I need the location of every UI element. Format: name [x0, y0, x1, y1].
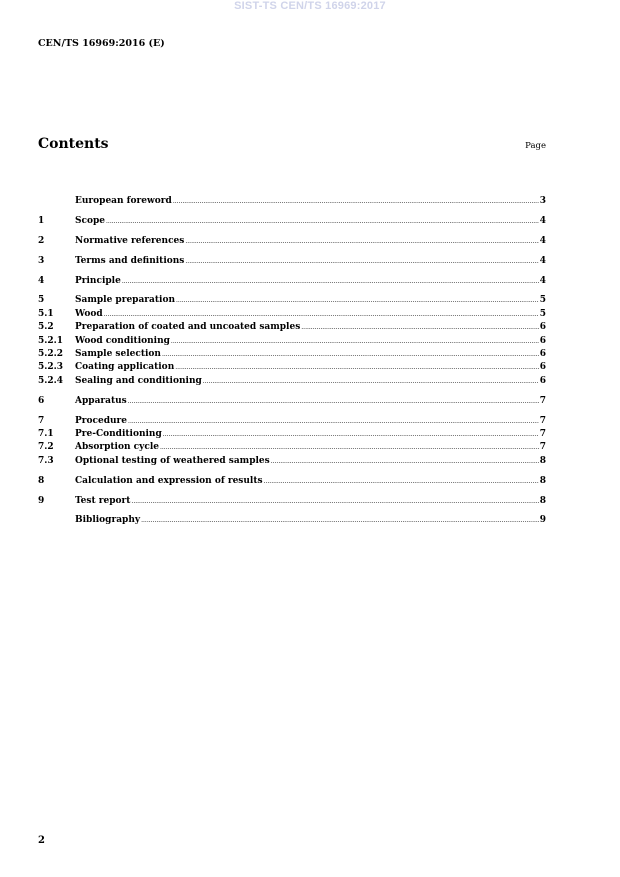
toc-entry-page: 6: [539, 362, 546, 373]
toc-entry-title[interactable]: European foreword: [75, 196, 172, 206]
toc-entry-page: 7: [539, 442, 546, 453]
page-number: 2: [38, 835, 45, 846]
toc-entry-title[interactable]: Wood conditioning: [75, 335, 170, 346]
toc-entry-page: 6: [539, 349, 546, 360]
toc-entry-page: 7: [539, 415, 546, 426]
watermark: SIST-TS CEN/TS 16969:2017: [234, 0, 386, 12]
toc-entry-number: 2: [38, 235, 45, 246]
toc-dot-leader: [122, 275, 539, 288]
toc-entry-page: 9: [539, 515, 546, 526]
toc-entry[interactable]: [38, 348, 546, 361]
toc-entry-title[interactable]: Principle: [75, 275, 121, 286]
toc-entry-title[interactable]: Apparatus: [75, 395, 127, 406]
toc-entry-number: 7.3: [38, 455, 54, 466]
toc-entry[interactable]: [38, 361, 546, 374]
toc-entry-page: 4: [539, 255, 546, 266]
toc-entry-title[interactable]: Scope: [75, 215, 106, 226]
toc-entry-number: 5: [38, 295, 45, 306]
toc-entry-page: 6: [539, 375, 546, 386]
toc-entry-number: 1: [38, 215, 45, 226]
toc-entry-number: 5.2.2: [38, 349, 64, 360]
toc-entry[interactable]: [38, 428, 546, 441]
toc-dot-leader: [175, 361, 539, 374]
toc-entry[interactable]: [38, 415, 546, 428]
toc-entry-title[interactable]: Coating application: [75, 362, 175, 373]
table-of-contents: [38, 195, 546, 528]
toc-entry-page: 8: [539, 495, 546, 506]
toc-dot-leader: [128, 395, 539, 408]
toc-entry-number: 6: [38, 395, 45, 406]
toc-dot-leader: [185, 235, 538, 248]
toc-entry-page: 6: [539, 322, 546, 333]
toc-entry-number: 5.2.1: [38, 335, 64, 346]
toc-entry-title[interactable]: Optional testing of weathered samples: [75, 455, 270, 466]
toc-entry-page: 8: [539, 475, 546, 486]
toc-entry-title[interactable]: Pre-Conditioning: [75, 428, 162, 439]
toc-entry[interactable]: [38, 514, 546, 527]
toc-entry-title[interactable]: Preparation of coated and uncoated samples: [75, 322, 301, 333]
toc-dot-leader: [264, 475, 539, 488]
toc-entry-page: 4: [539, 215, 546, 226]
toc-dot-leader: [162, 348, 539, 361]
toc-dot-leader: [131, 495, 538, 508]
toc-entry-number: 4: [38, 275, 45, 286]
toc-dot-leader: [160, 441, 539, 454]
toc-entry-page: 4: [539, 275, 546, 286]
toc-entry-number: 9: [38, 495, 45, 506]
toc-entry-number: 5.2: [38, 322, 54, 333]
toc-entry-title[interactable]: Test report: [75, 495, 131, 506]
toc-entry[interactable]: [38, 195, 546, 208]
toc-dot-leader: [176, 294, 539, 307]
toc-dot-leader: [301, 321, 538, 334]
toc-entry[interactable]: [38, 294, 546, 307]
toc-entry-page: 7: [539, 428, 546, 439]
toc-entry[interactable]: [38, 335, 546, 348]
toc-entry-title[interactable]: Absorption cycle: [75, 442, 159, 453]
toc-entry[interactable]: [38, 395, 546, 408]
toc-entry[interactable]: [38, 441, 546, 454]
toc-entry[interactable]: [38, 215, 546, 228]
page-title: Contents: [38, 136, 109, 152]
toc-entry-number: 7: [38, 415, 45, 426]
toc-dot-leader: [104, 308, 539, 321]
toc-entry-title[interactable]: Bibliography: [75, 515, 141, 526]
toc-entry-page: 5: [539, 308, 546, 319]
toc-entry-number: 5.2.4: [38, 375, 64, 386]
toc-entry-title[interactable]: Sample preparation: [75, 295, 176, 306]
toc-entry-page: 8: [539, 455, 546, 466]
toc-entry-page: 4: [539, 235, 546, 246]
toc-entry[interactable]: [38, 475, 546, 488]
toc-entry-page: 3: [539, 196, 546, 206]
toc-entry[interactable]: [38, 375, 546, 388]
toc-dot-leader: [203, 375, 539, 388]
toc-entry-title[interactable]: Sample selection: [75, 349, 161, 360]
toc-entry-number: 5.1: [38, 308, 54, 319]
toc-dot-leader: [185, 255, 538, 268]
toc-entry[interactable]: [38, 235, 546, 248]
toc-entry-page: 6: [539, 335, 546, 346]
toc-entry-title[interactable]: Procedure: [75, 415, 128, 426]
toc-entry-number: 7.1: [38, 428, 54, 439]
toc-entry-page: 5: [539, 295, 546, 306]
toc-dot-leader: [163, 428, 539, 441]
toc-dot-leader: [128, 415, 539, 428]
toc-entry-title[interactable]: Calculation and expression of results: [75, 475, 263, 486]
toc-entry[interactable]: [38, 321, 546, 334]
toc-dot-leader: [173, 195, 539, 208]
toc-entry-title[interactable]: Wood: [75, 308, 103, 319]
toc-dot-leader: [171, 335, 539, 348]
toc-entry-number: 8: [38, 475, 45, 486]
toc-entry-number: 3: [38, 255, 45, 266]
toc-entry-number: 7.2: [38, 442, 54, 453]
toc-dot-leader: [106, 215, 539, 228]
toc-entry[interactable]: [38, 308, 546, 321]
toc-entry[interactable]: [38, 255, 546, 268]
toc-entry-title[interactable]: Sealing and conditioning: [75, 375, 202, 386]
page-column-label: Page: [525, 141, 546, 151]
toc-entry-page: 7: [539, 395, 546, 406]
toc-entry[interactable]: [38, 455, 546, 468]
toc-entry[interactable]: [38, 275, 546, 288]
document-id: CEN/TS 16969:2016 (E): [38, 38, 165, 49]
toc-entry-title[interactable]: Normative references: [75, 235, 185, 246]
toc-entry-number: 5.2.3: [38, 362, 64, 373]
toc-dot-leader: [141, 514, 539, 527]
toc-dot-leader: [271, 455, 539, 468]
toc-entry[interactable]: [38, 495, 546, 508]
toc-entry-title[interactable]: Terms and definitions: [75, 255, 185, 266]
